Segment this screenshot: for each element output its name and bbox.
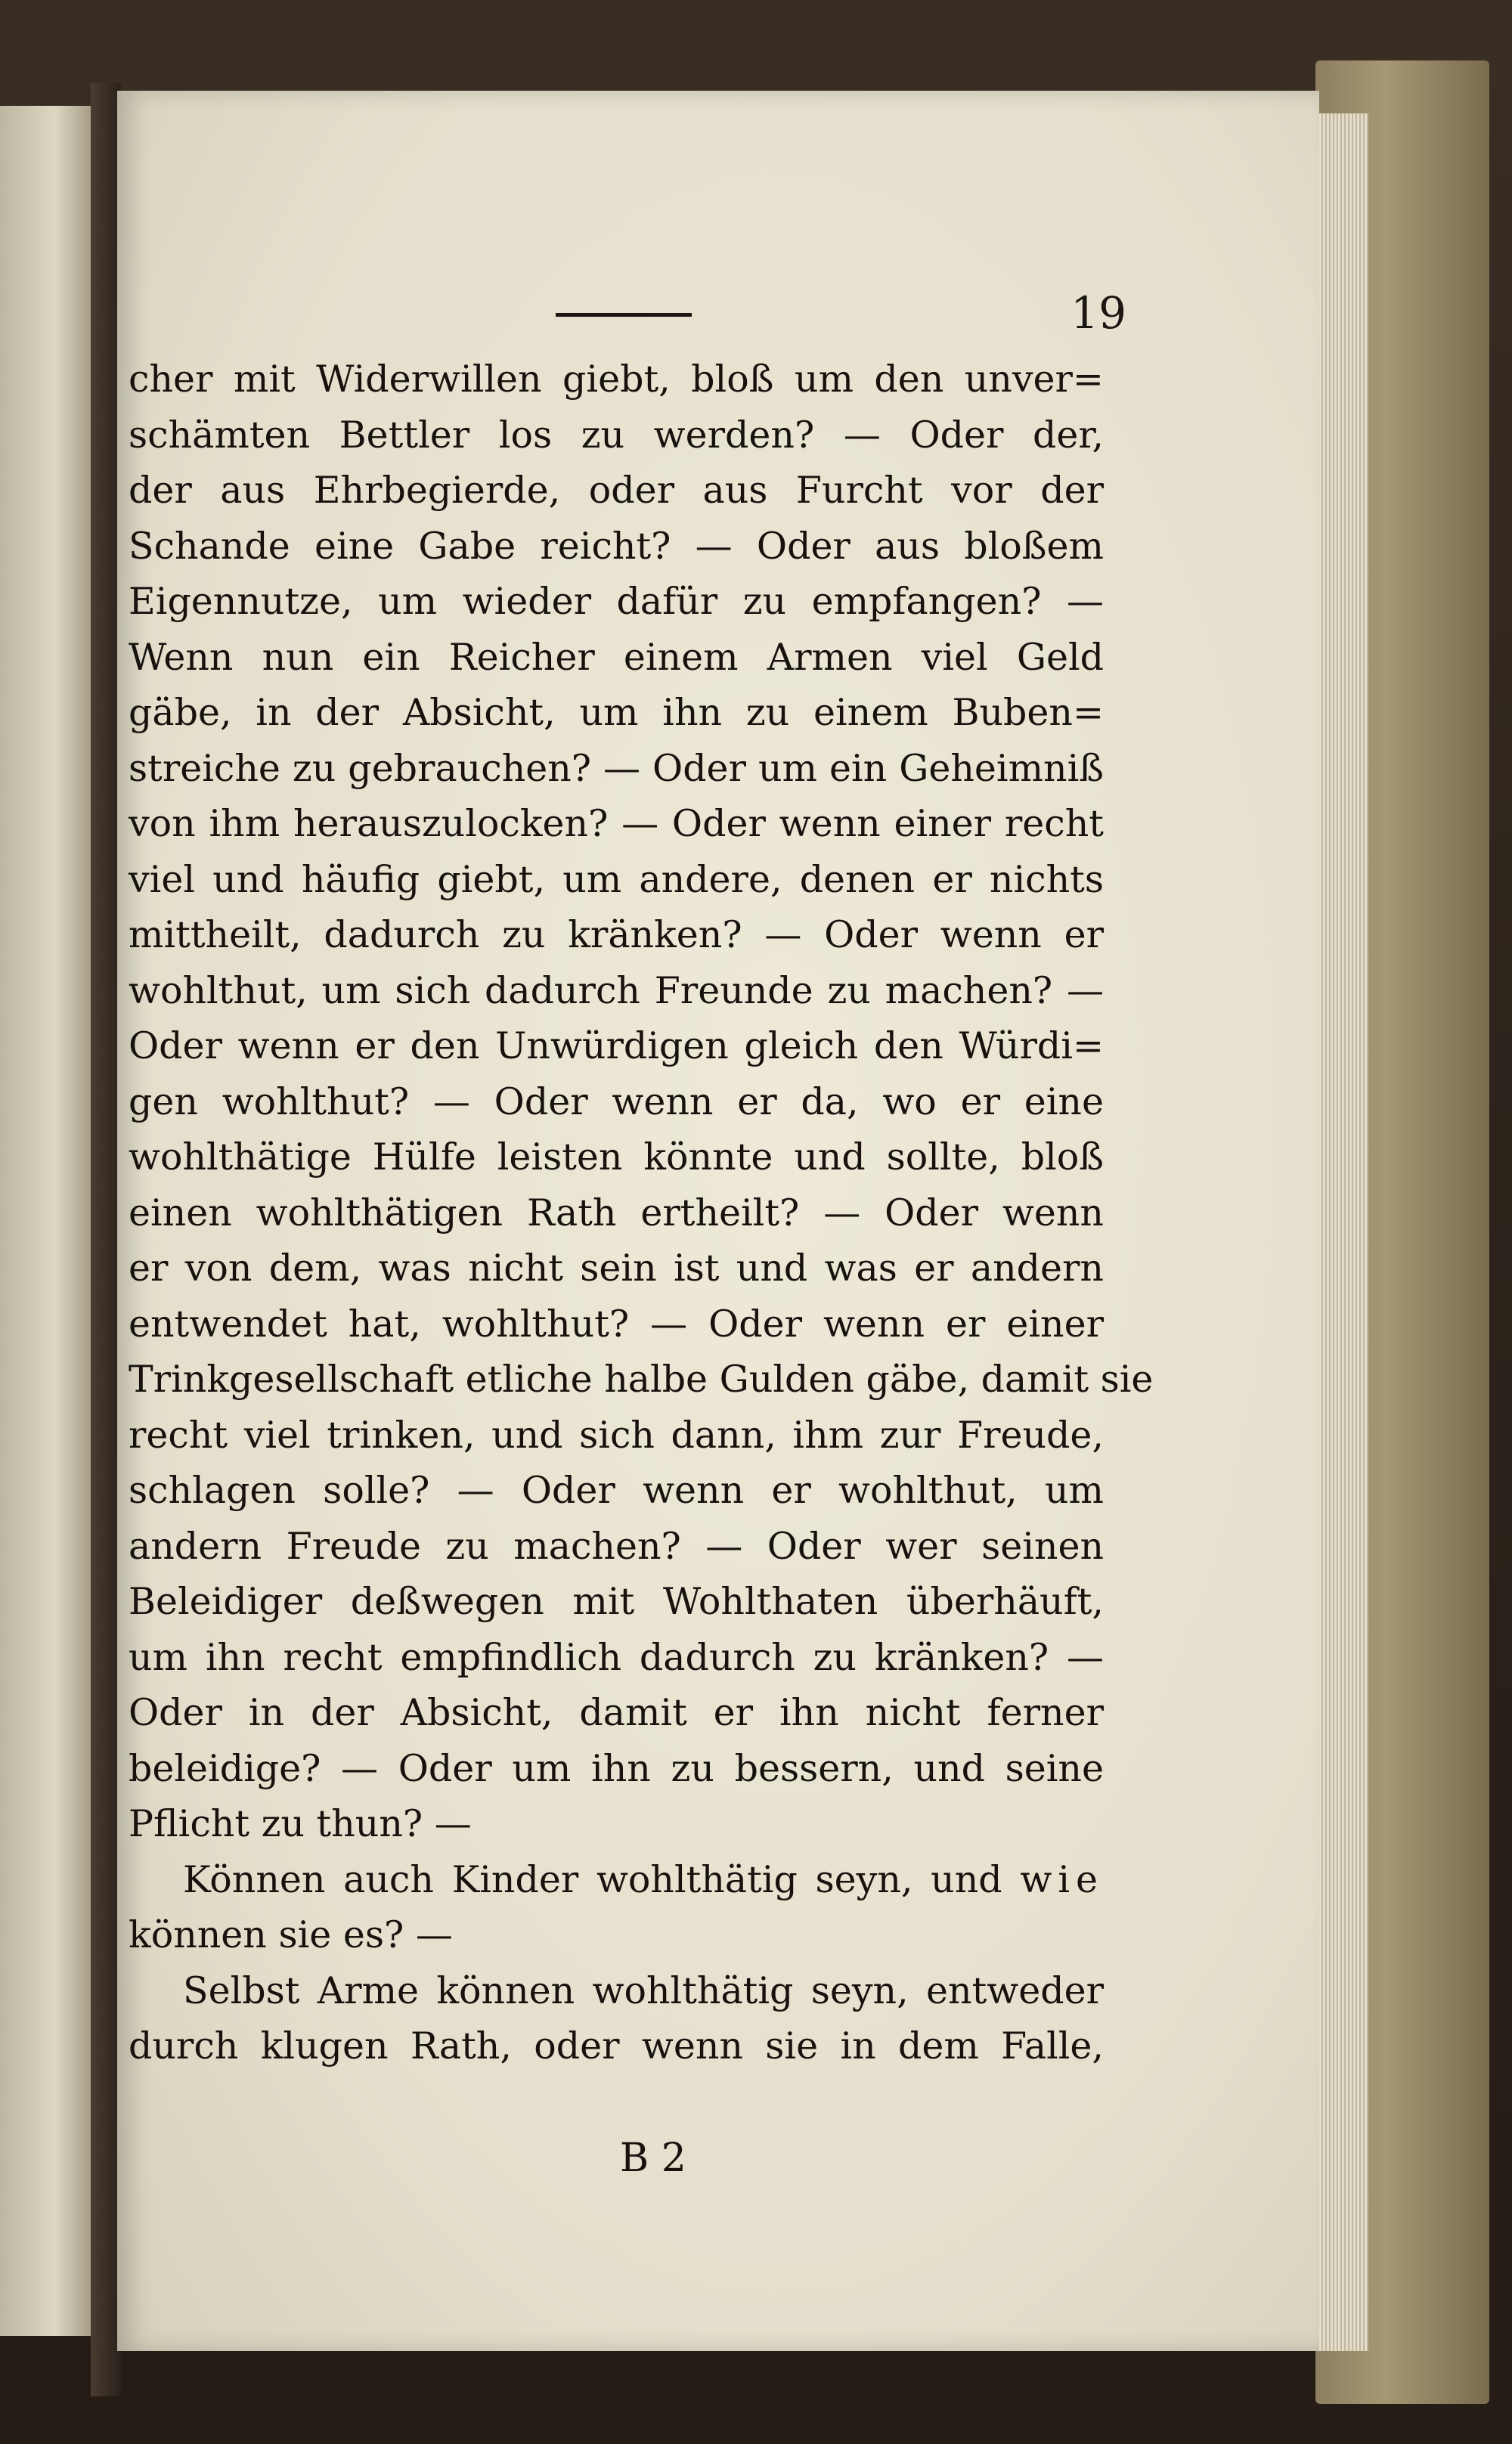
text-line: er von dem, was nicht sein ist und was er andern: [129, 1247, 1104, 1290]
text-line: um ihn recht empfindlich dadurch zu kränken? —: [129, 1635, 1104, 1679]
text-line: viel und häufig giebt, um andere, denen er nichts: [129, 857, 1104, 901]
text-line: cher mit Widerwillen giebt, bloß um den unver=: [129, 358, 1104, 401]
text-line: streiche zu gebrauchen? — Oder um ein Geheimniß: [129, 746, 1104, 790]
paragraph-2-line-1: [129, 1852, 1104, 1908]
spaced-word: wie: [1020, 1857, 1104, 1901]
text-line: schämten Bettler los zu werden? — Oder der,: [129, 413, 1104, 457]
text-line: entwendet hat, wohlthut? — Oder wenn er einer: [129, 1302, 1104, 1346]
body-text: [129, 352, 1154, 2074]
text-line: von ihm herauszulocken? — Oder wenn einer recht: [129, 802, 1104, 845]
text-line: Beleidiger deßwegen mit Wohlthaten überhäuft,: [129, 1580, 1104, 1623]
text-line: schlagen solle? — Oder wenn er wohlthut, um: [129, 1469, 1104, 1512]
header-rule: [556, 313, 692, 317]
text-line: Schande eine Gabe reicht? — Oder aus bloßem: [129, 524, 1104, 568]
text-line: Wenn nun ein Reicher einem Armen viel Geld: [129, 635, 1104, 679]
text-line: einen wohlthätigen Rath ertheilt? — Oder wenn: [129, 1191, 1104, 1234]
paragraph-3-line-2: durch klugen Rath, oder wenn sie in dem Falle,: [129, 2024, 1104, 2068]
text-line: mittheilt, dadurch zu kränken? — Oder wenn er: [129, 913, 1104, 956]
text-line: wohlthätige Hülfe leisten könnte und sollte, bloß: [129, 1135, 1104, 1179]
page-number: 19: [1070, 287, 1126, 339]
text-line: recht viel trinken, und sich dann, ihm zur Freude,: [129, 1413, 1104, 1457]
left-page-edge: [0, 106, 95, 2336]
paragraph-3-line-1: Selbst Arme können wohlthätig seyn, entweder: [183, 1969, 1104, 2012]
text-line: Oder wenn er den Unwürdigen gleich den Würdi=: [129, 1024, 1104, 1067]
text-line: Pflicht zu thun? —: [129, 1802, 472, 1845]
text-line: Eigennutze, um wieder dafür zu empfangen? —: [129, 580, 1104, 623]
text-line: der aus Ehrbegierde, oder aus Furcht vor der: [129, 469, 1104, 512]
text-line: Oder in der Absicht, damit er ihn nicht ferner: [129, 1691, 1104, 1734]
printer-signature-mark: B 2: [620, 2136, 686, 2181]
text-line: beleidige? — Oder um ihn zu bessern, und seine: [129, 1746, 1104, 1790]
book-binding: [91, 83, 121, 2396]
text-line: gen wohlthut? — Oder wenn er da, wo er eine: [129, 1080, 1104, 1123]
text-line: wohlthut, um sich dadurch Freunde zu machen? —: [129, 968, 1104, 1012]
text-line: andern Freude zu machen? — Oder wer seinen: [129, 1524, 1104, 1568]
paragraph-2-line-2: können sie es? —: [129, 1913, 453, 1956]
paragraph-2-text: Können auch Kinder wohlthätig seyn, und: [183, 1857, 1021, 1901]
text-line: gäbe, in der Absicht, um ihn zu einem Buben=: [129, 691, 1104, 734]
text-line: Trinkgesellschaft etliche halbe Gulden gäbe, damit sie: [129, 1358, 1154, 1401]
